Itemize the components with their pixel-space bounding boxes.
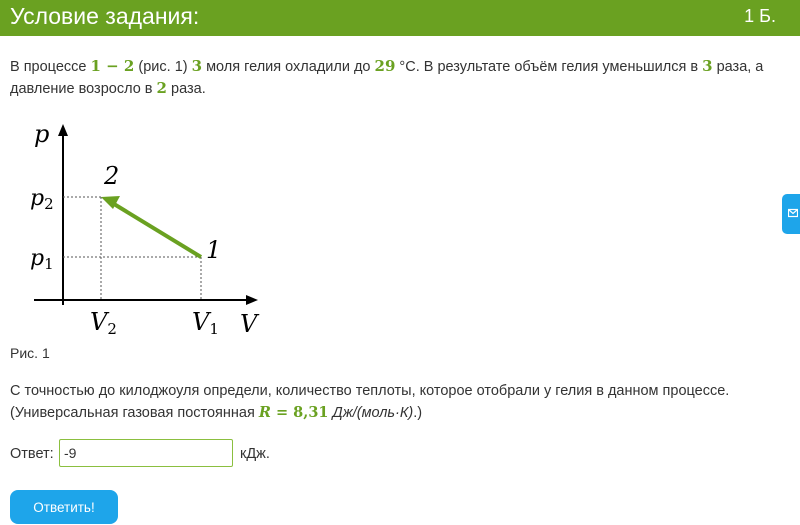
temperature-value: 29 — [374, 57, 396, 75]
problem-statement — [10, 56, 763, 100]
volume-factor: 3 — [702, 57, 713, 75]
problem-text: давление возросло в — [10, 81, 157, 97]
v1-label: V1 — [192, 308, 219, 338]
question-line: С точностью до килоджоуля определи, количество теплоты, которое отобрали у гелия в данном процессе. — [10, 383, 730, 399]
v-axis-label: V — [240, 310, 258, 338]
gas-constant-units: Дж/(моль·К) — [328, 405, 414, 421]
pressure-factor: 2 — [156, 79, 167, 97]
moles-value: 3 — [191, 57, 203, 75]
question-text — [10, 381, 729, 424]
task-title: Условие задания: — [10, 3, 200, 29]
pv-diagram — [20, 112, 280, 342]
task-points: 1 Б. — [744, 6, 776, 26]
point-1-label: 1 — [206, 236, 222, 264]
task-header — [0, 0, 800, 36]
gas-constant: R = 8,31 — [258, 404, 329, 421]
problem-text: раза, а — [712, 59, 764, 75]
p2-label: p2 — [30, 186, 54, 213]
process-label: 1 − 2 — [90, 57, 135, 75]
p1-label: p1 — [30, 246, 54, 273]
question-line: .) — [413, 405, 423, 421]
problem-text: (рис. 1) — [134, 59, 192, 75]
mail-icon — [788, 208, 798, 218]
problem-text: °C. В результате объём гелия уменьшился в — [395, 59, 703, 75]
point-2-label: 2 — [104, 162, 120, 190]
p-axis-arrow — [58, 124, 68, 136]
submit-button[interactable]: Ответить! — [10, 490, 118, 524]
p-axis-label: p — [34, 120, 50, 148]
problem-text: В процессе — [10, 59, 91, 75]
answer-unit: кДж. — [240, 446, 270, 462]
answer-label: Ответ: — [10, 446, 54, 462]
figure-caption: Рис. 1 — [10, 345, 50, 361]
v-axis-arrow — [246, 295, 258, 305]
problem-text: раза. — [166, 81, 206, 97]
process-line — [114, 204, 201, 257]
answer-input[interactable] — [59, 439, 233, 467]
problem-text: моля гелия охладили до — [202, 59, 375, 75]
v2-label: V2 — [90, 308, 117, 338]
feedback-tab[interactable] — [782, 194, 800, 234]
question-line: (Универсальная газовая постоянная — [10, 405, 259, 421]
